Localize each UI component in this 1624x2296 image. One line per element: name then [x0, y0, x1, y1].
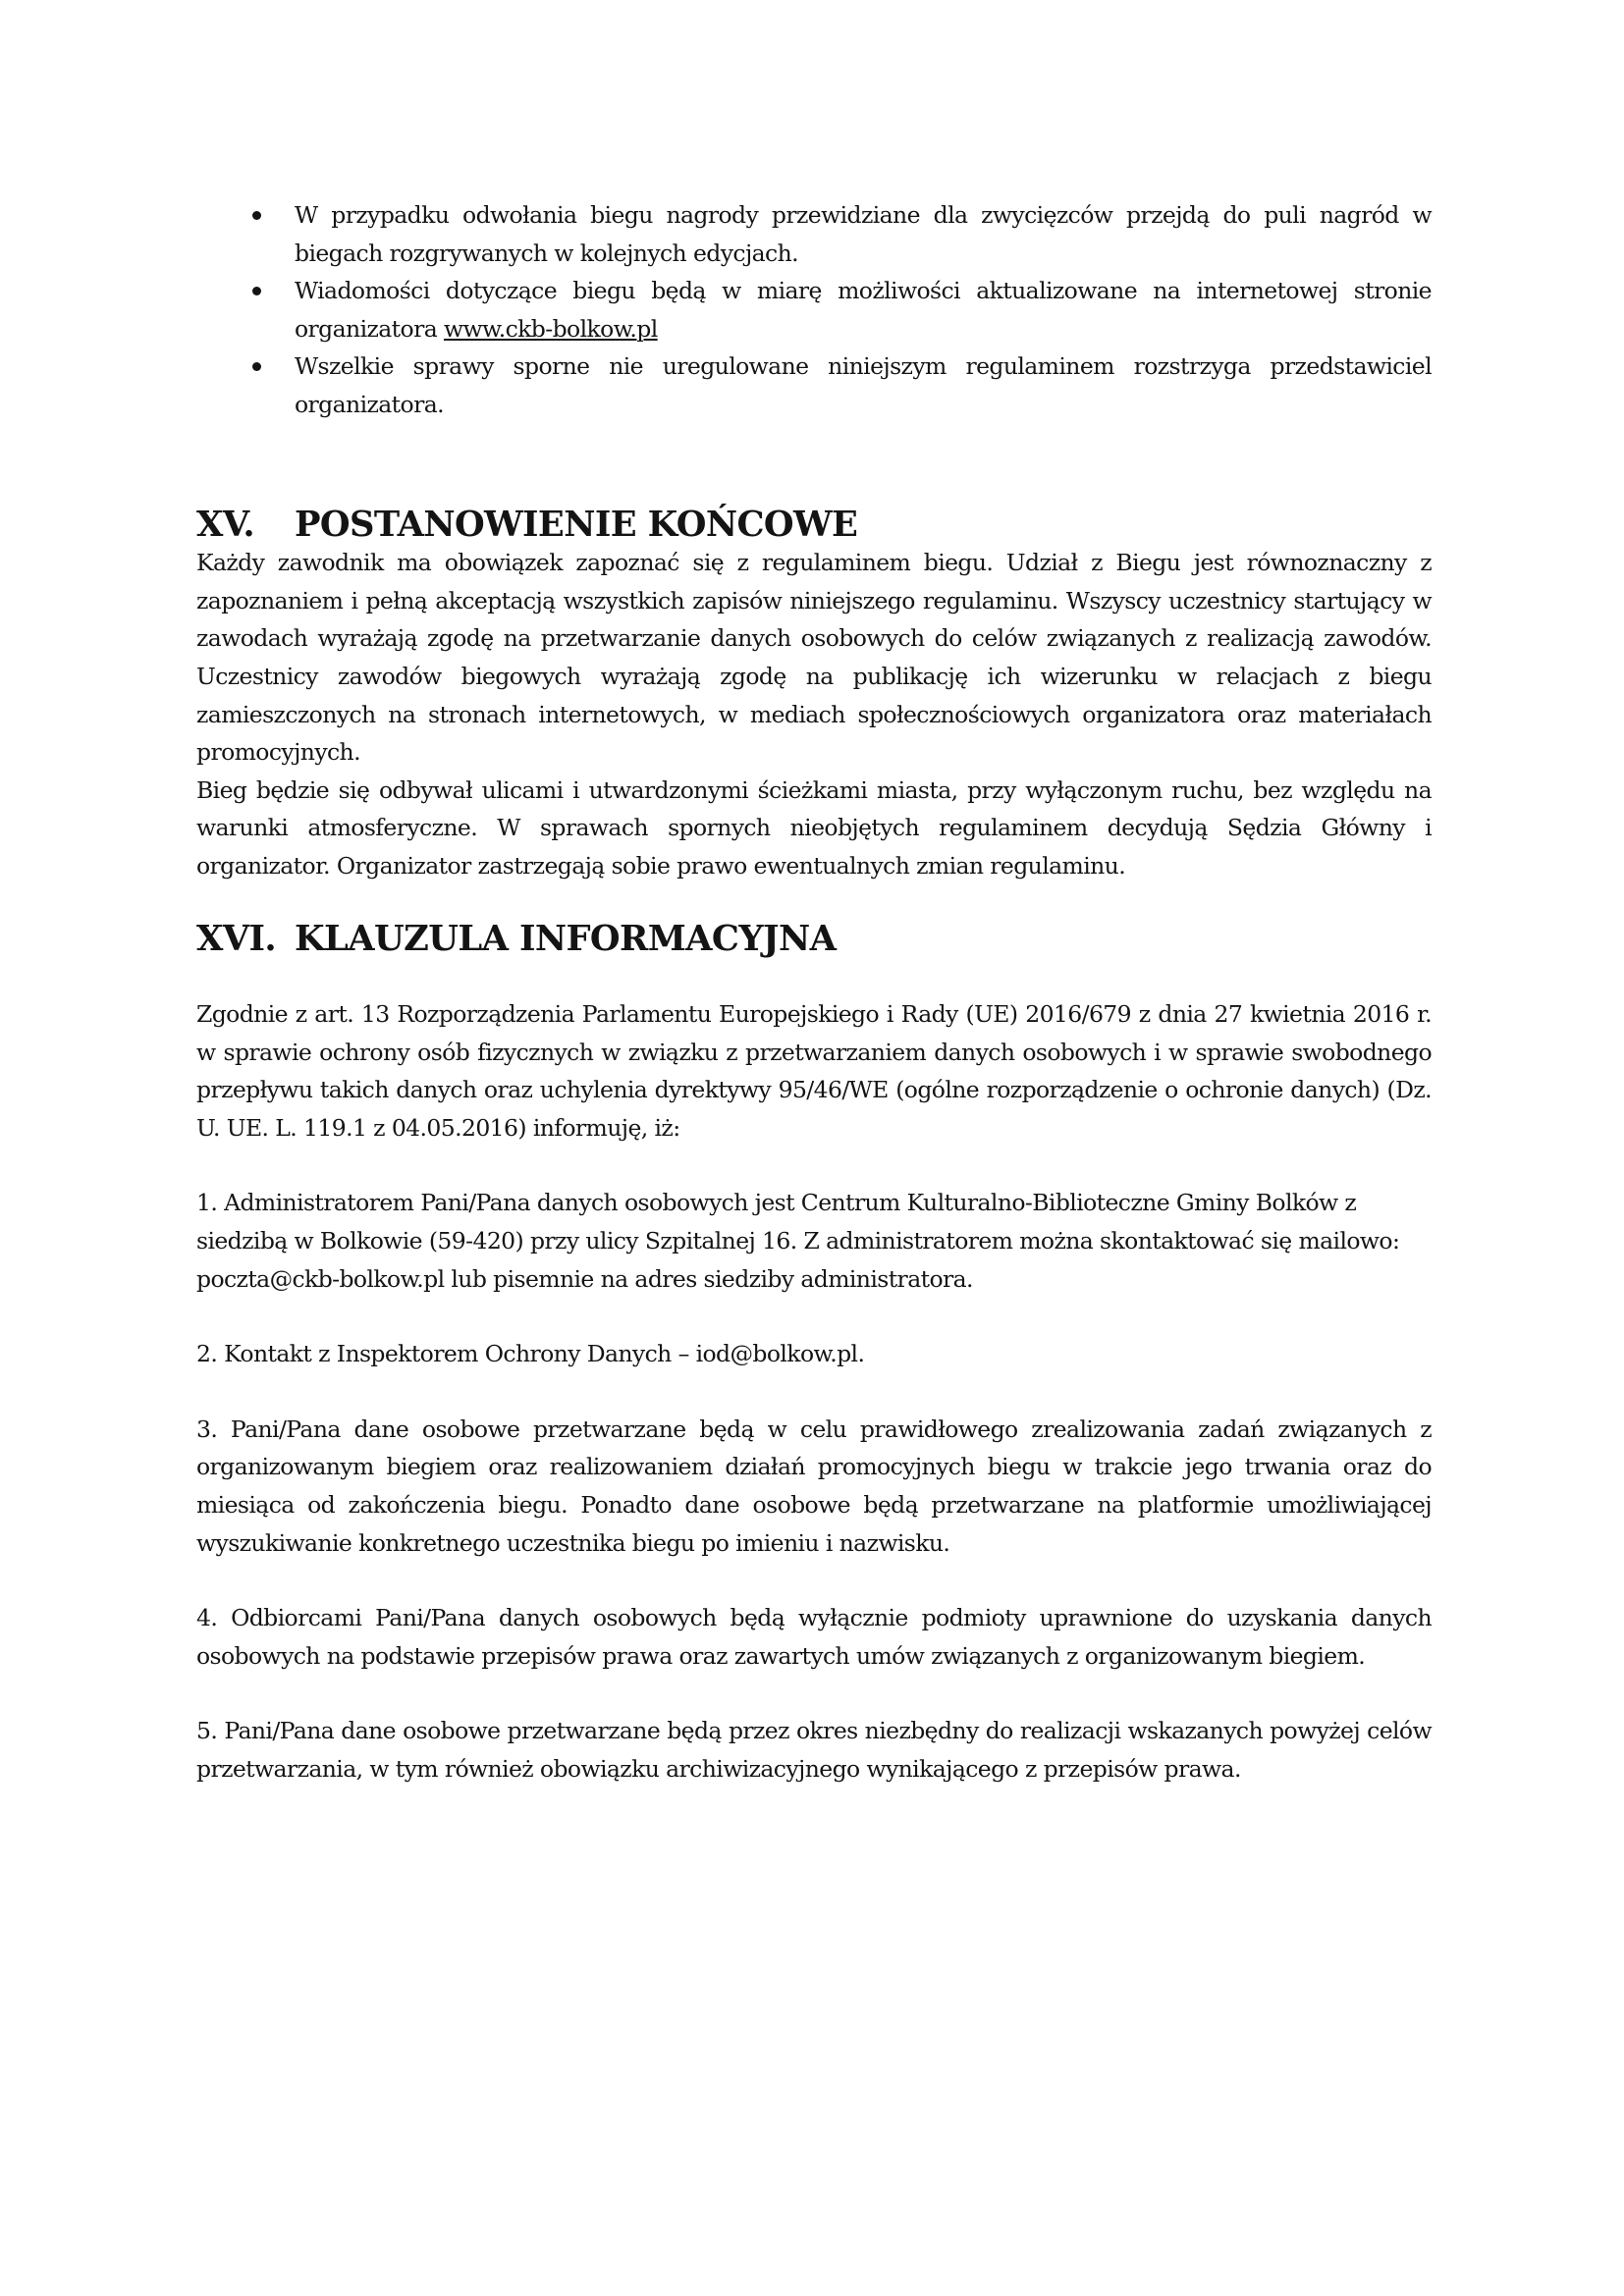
spacer — [196, 1373, 1432, 1411]
spacer — [196, 1298, 1432, 1335]
clause-item-3: 3. Pani/Pana dane osobowe przetwarzane będą w celu prawidłowego zrealizowania zadań związanych z organizowanym biegiem oraz realizowaniem działań promocyjnych biegu w trakcie jego trwania oraz do miesiąca od zakończenia biegu. Ponadto dane osobowe będą przetwarzane na platformie umożliwiającej wyszukiwanie konkretnego uczestnika biegu po imieniu i nazwisku. — [196, 1415, 1432, 1557]
spacer — [196, 1562, 1432, 1599]
bullet-item — [196, 347, 1432, 423]
section-number: XV. — [196, 504, 255, 545]
section-heading-xv — [196, 504, 1432, 545]
intro-paragraph: Zgodnie z art. 13 Rozporządzenia Parlamentu Europejskiego i Rady (UE) 2016/679 z dnia 27 kwietnia 2016 r. w sprawie ochrony osób fizycznych w związku z przetwarzaniem danych osobowych i w sprawie swobodnego przepływu takich danych oraz uchylenia dyrektywy 95/46/WE (ogólne rozporządzenie o ochronie danych) (Dz. U. UE. L. 119.1 z 04.05.2016) informuję, iż: — [196, 1000, 1432, 1142]
bullet-list — [196, 196, 1432, 424]
organizer-website-link[interactable]: www.ckb-bolkow.pl — [443, 314, 658, 343]
spacer — [196, 958, 1432, 995]
spacer — [196, 424, 1432, 499]
document-page — [196, 196, 1432, 1789]
paragraph: Każdy zawodnik ma obowiązek zapoznać się z regulaminem biegu. Udział z Biegu jest równoznaczny z zapoznaniem i pełną akceptacją wszystkich zapisów niniejszego regulaminu. Wszyscy uczestnicy startujący w zawodach wyrażają zgodę na przetwarzanie danych osobowych do celów związanych z realizacją zawodów. Uczestnicy zawodów biegowych wyrażają zgodę na publikację ich wizerunku w relacjach z biegu zamieszczonych na stronach internetowych, w mediach społecznościowych organizatora oraz materiałach promocyjnych. — [196, 549, 1432, 767]
spacer — [196, 1147, 1432, 1184]
spacer — [196, 885, 1432, 921]
clause-item-5: 5. Pani/Pana dane osobowe przetwarzane będą przez okres niezbędny do realizacji wskazanych powyżej celów przetwarzania, w tym również obowiązku archiwizacyjnego wynikającego z przepisów prawa. — [196, 1717, 1432, 1783]
bullet-item — [196, 196, 1432, 272]
bullet-item — [196, 272, 1432, 347]
bullet-icon — [252, 211, 261, 220]
clause-item-2: 2. Kontakt z Inspektorem Ochrony Danych – iod@bolkow.pl. — [196, 1340, 865, 1368]
section-number: XVI. — [196, 918, 277, 959]
bullet-text: W przypadku odwołania biegu nagrody przewidziane dla zwycięzców przejdą do puli nagród w biegach rozgrywanych w kolejnych edycjach. — [295, 201, 1432, 267]
clause-item-4: 4. Odbiorcami Pani/Pana danych osobowych będą wyłącznie podmioty uprawnione do uzyskania danych osobowych na podstawie przepisów prawa oraz zawartych umów związanych z organizowanym biegiem. — [196, 1604, 1432, 1670]
bullet-icon — [252, 362, 261, 371]
bullet-text: Wszelkie sprawy sporne nie uregulowane niniejszym regulaminem rozstrzyga przedstawiciel organizatora. — [295, 352, 1432, 418]
section-title: POSTANOWIENIE KOŃCOWE — [295, 504, 858, 545]
paragraph: Bieg będzie się odbywał ulicami i utwardzonymi ścieżkami miasta, przy wyłączonym ruchu, bez względu na warunki atmosferyczne. W sprawach spornych nieobjętych regulaminem decydują Sędzia Główny i organizator. Organizator zastrzegają sobie prawo ewentualnych zmian regulaminu. — [196, 775, 1432, 880]
bullet-icon — [252, 287, 261, 295]
section-heading-xvi — [196, 918, 1432, 959]
clause-item-1: 1. Administratorem Pani/Pana danych osobowych jest Centrum Kulturalno-Biblioteczne Gminy Bolków z siedzibą w Bolkowie (59-420) przy ulicy Szpitalnej 16. Z administratorem można skontaktować się mailowo: poczta@ckb-bolkow.pl lub pisemnie na adres siedziby administratora. — [196, 1189, 1400, 1293]
spacer — [196, 1675, 1432, 1712]
section-title: KLAUZULA INFORMACYJNA — [295, 918, 837, 959]
bullet-text: Wiadomości dotyczące biegu będą w miarę możliwości aktualizowane na internetowej stronie organizatora — [295, 277, 1432, 343]
